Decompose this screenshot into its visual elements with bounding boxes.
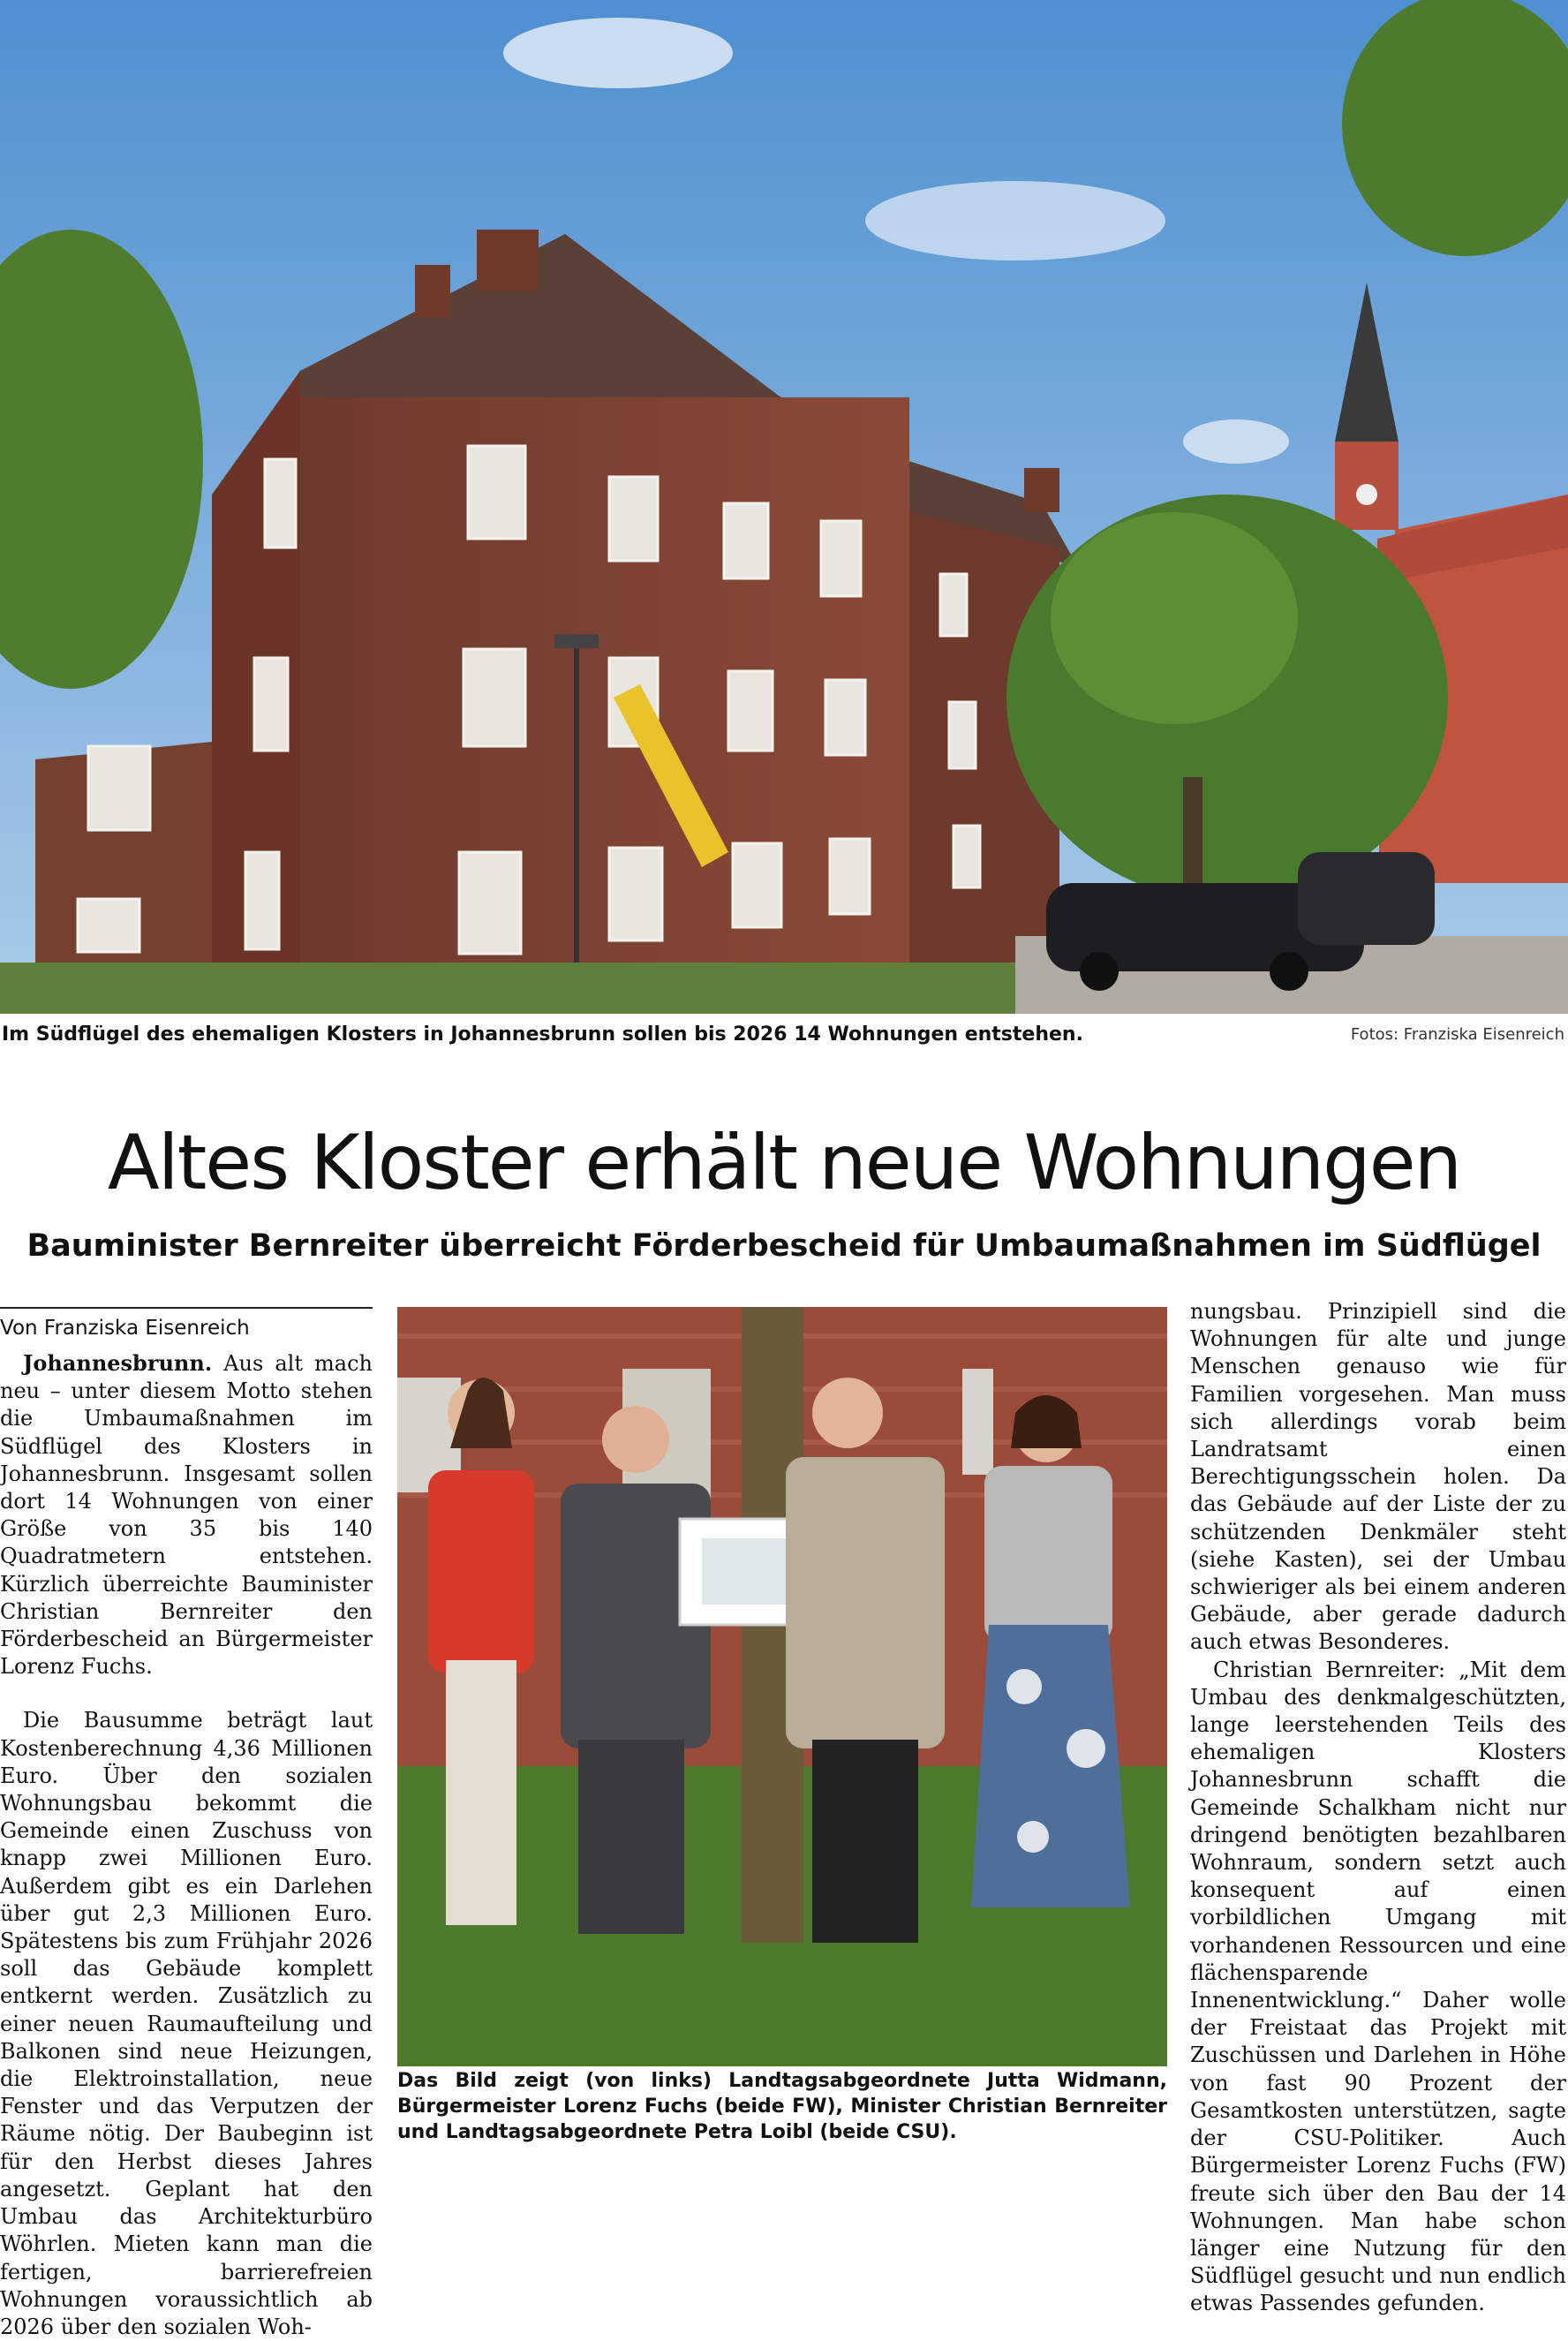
top-photo-caption-bar (0, 1017, 1568, 1053)
top-photo (0, 0, 1568, 1014)
photo-credit: Fotos: Franziska Eisenreich (1350, 1025, 1564, 1044)
byline-rule (0, 1307, 373, 1309)
article-column-left (0, 1307, 373, 2341)
mid-photo-caption: Das Bild zeigt (von links) Landtagsabgeordnete Jutta Widmann, Bürgermeister Lorenz Fuchs (beide FW), Minister Christian Bernreiter und Landtagsabgeordnete Petra Loibl (beide CSU). (397, 2070, 1167, 2143)
headline: Altes Kloster erhält neue Wohnungen (107, 1119, 1461, 1207)
subheadline: Bauminister Bernreiter überreicht Förderbescheid für Umbaumaßnahmen im Südflügel (26, 1228, 1542, 1264)
mid-photo (397, 1307, 1167, 2066)
article-column-right (1190, 1298, 1566, 2318)
dateline: Johannesbrunn. (23, 1350, 213, 1376)
article-paragraph-1-text: Aus alt mach neu – unter diesem Motto stehen die Umbaumaßnahmen im Südflügel des Klosters in Johannesbrunn. Insgesamt sollen dort 14 Wohnungen von einer Größe von 35 bis 140 Quadratmetern entstehen. Kürzlich überreichte Bauminister Christian Bernreiter den Förderbescheid an Bürgermeister Lorenz Fuchs. (0, 1351, 373, 1680)
top-photo-caption: Im Südflügel des ehemaligen Klosters in Johannesbrunn sollen bis 2026 14 Wohnungen entstehen. (2, 1023, 1083, 1046)
byline: Von Franziska Eisenreich (0, 1317, 250, 1340)
article-paragraph-1 (0, 1349, 373, 1680)
article-paragraph-2: Die Bausumme beträgt laut Kostenberechnung 4,36 Millionen Euro. Über den sozialen Wohnungsbau bekommt die Gemeinde einen Zuschuss von knapp zwei Millionen Euro. Außerdem gibt es ein Darlehen über gut 2,3 Millionen Euro. Spätestens bis zum Frühjahr 2026 soll das Gebäude komplett entkernt werden. Zusätzlich zu einer neuen Raumaufteilung und Balkonen sind neue Heizungen, die Elektroinstallation, neue Fenster und das Verputzen der Räume nötig. Der Baubeginn ist für den Herbst dieses Jahres angesetzt. Geplant hat den Umbau das Architekturbüro Wöhrlen. Mieten kann man die fertigen, barrierefreien Wohnungen voraussichtlich ab 2026 über den sozialen Woh- (0, 1708, 373, 2339)
article-paragraph-3: nungsbau. Prinzipiell sind die Wohnungen für alte und junge Menschen genauso wie für Familien vorgesehen. Man muss sich allerdings vorab beim Landratsamt einen Berechtigungsschein holen. Da das Gebäude auf der Liste der zu schützenden Denkmäler steht (siehe Kasten), sei der Umbau schwieriger als bei einem anderen Gebäude, aber gerade dadurch auch etwas Besonderes. (1190, 1299, 1566, 1655)
article-paragraph-4: Christian Bernreiter: „Mit dem Umbau des denkmalgeschützten, lange leerstehenden Teils des ehemaligen Klosters Johannesbrunn schafft die Gemeinde Schalkham nicht nur dringend benötigten bezahlbaren Wohnraum, sondern setzt auch konsequent auf einen vorbildlichen Umgang mit vorhandenen Ressourcen und eine flächensparende Innenentwicklung.“ Daher wolle der Freistaat das Projekt mit Zuschüssen und Darlehen in Höhe von fast 90 Prozent der Gesamtkosten unterstützen, sagte der CSU-Politiker. Auch Bürgermeister Lorenz Fuchs (FW) freute sich über den Bau der 14 Wohnungen. Man habe schon länger eine Nutzung für den Südflügel gesucht und nun endlich etwas Passendes gefunden. (1190, 1657, 1566, 2316)
